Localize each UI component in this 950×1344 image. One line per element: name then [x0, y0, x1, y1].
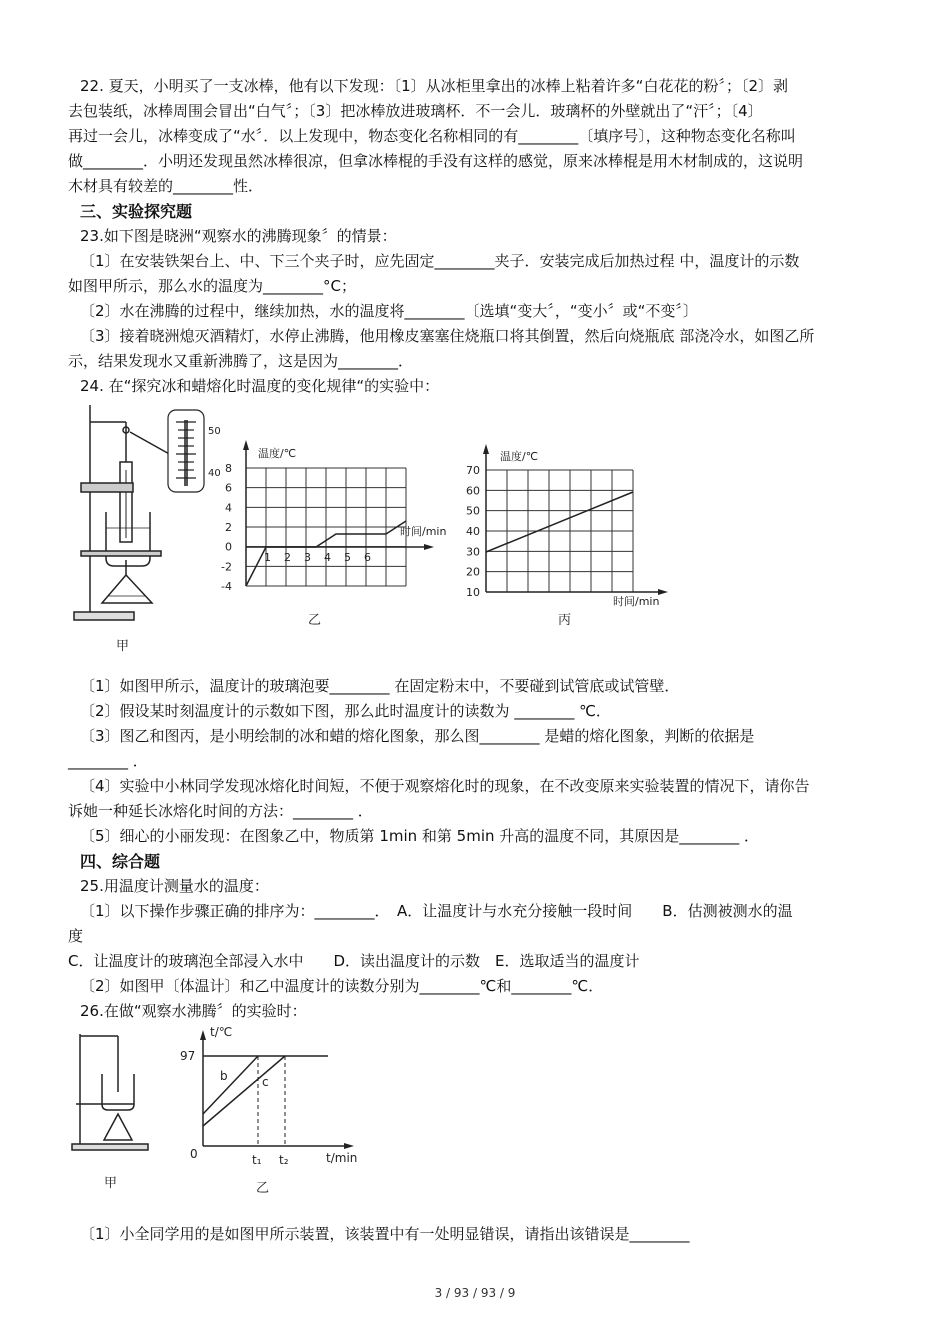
q26-line-1: 26.在做“观察水沸腾〞的实验时：	[80, 1002, 307, 1020]
yi-ytick: 8	[225, 462, 232, 475]
yi-xlabel: 时间/min	[400, 525, 447, 538]
yi-ytick: -2	[221, 560, 232, 574]
fig26-caption-jia: 甲	[104, 1176, 118, 1191]
q23-line-1: 23.如下图是晓洲“观察水的沸腾现象〞的情景：	[80, 227, 397, 245]
section-3-heading: 三、实验探究题	[80, 202, 193, 221]
q25-line-2: 〔1〕以下操作步骤正确的排序为：________． A．让温度计与水充分接触一段时间 B．估测被测水的温	[80, 902, 793, 920]
page-footer: 3 / 93 / 93 / 9	[434, 1286, 516, 1300]
fig26-origin: 0	[190, 1147, 198, 1161]
yi-xtick: 6	[364, 551, 371, 564]
fig26-xlabel: t/min	[326, 1151, 358, 1165]
fig26-y97: 97	[180, 1049, 196, 1063]
q24-s2: 〔2〕假设某时刻温度计的示数如下图，那么此时温度计的读数为 ________ ℃．	[80, 702, 611, 720]
q24-line-1: 24. 在“探究冰和蜡熔化时温度的变化规律“的实验中：	[80, 377, 440, 395]
fig26-ylabel: t/℃	[210, 1025, 233, 1039]
bing-ytick: 50	[466, 504, 480, 518]
yi-caption: 乙	[308, 613, 322, 628]
line-c	[203, 1056, 285, 1126]
figure-26	[68, 1022, 368, 1200]
yi-ytick: 0	[225, 540, 232, 554]
bing-ytick: 60	[466, 484, 480, 498]
bing-ytick: 10	[466, 585, 480, 599]
bing-ytick: 40	[466, 524, 480, 538]
q24-s4b: 诉她一种延长冰熔化时间的方法：________ ．	[68, 802, 373, 820]
bing-ytick: 30	[466, 545, 480, 559]
q24-s4a: 〔4〕实验中小林同学发现冰熔化时间短，不便于观察熔化时的现象，在不改变原来实验装置的情况下，请你告	[80, 777, 810, 795]
q24-s5: 〔5〕细心的小丽发现：在图象乙中，物质第 1min 和第 5min 升高的温度不同，其原因是________ ．	[80, 827, 760, 845]
q24-s3b: ________ ．	[68, 752, 148, 770]
figure-24	[68, 400, 688, 658]
q23-line-2: 〔1〕在安装铁架台上、中、下三个夹子时，应先固定________夹子．安装完成后加热过程 中，温度计的示数	[80, 252, 800, 270]
q25-line-3: 度	[68, 927, 84, 945]
fig26-t2: t₂	[279, 1153, 289, 1167]
q23-line-5: 〔3〕接着晓洲熄灭酒精灯，水停止沸腾，他用橡皮塞塞住烧瓶口将其倒置，然后向烧瓶底 部浇冷水，如图乙所	[80, 327, 815, 345]
q24-s3a: 〔3〕图乙和图丙，是小明绘制的冰和蜡的熔化图象，那么图________ 是蜡的熔化图象，判断的依据是	[80, 727, 755, 745]
apparatus-26-jia	[72, 1034, 148, 1150]
fig26-t1: t₁	[252, 1153, 262, 1167]
line-b	[203, 1056, 258, 1114]
yi-xtick: 3	[304, 551, 311, 564]
yi-ytick: 2	[225, 521, 232, 535]
yi-xtick: 5	[344, 551, 351, 564]
q23-line-4: 〔2〕水在沸腾的过程中，继续加热，水的温度将________〔选填“变大〞，“变小〞或“不变〞〕	[80, 302, 698, 320]
q25-line-1: 25.用温度计测量水的温度：	[80, 877, 269, 895]
bing-ylabel: 温度/℃	[500, 450, 539, 463]
bing-curve	[486, 492, 633, 552]
graph-yi	[221, 440, 446, 628]
q22-line-3: 再过一会儿，冰棒变成了“水〞．以上发现中，物态变化名称相同的有________〔填序号〕，这种物态变化名称叫	[68, 127, 796, 145]
q22-line-4: 做________．小明还发现虽然冰棒很凉，但拿冰棒棍的手没有这样的感觉，原来冰棒棍是用木材制成的，这说明	[68, 152, 804, 170]
yi-ylabel: 温度/℃	[258, 447, 297, 460]
apparatus-jia	[74, 405, 180, 620]
bing-xlabel: 时间/min	[613, 595, 660, 608]
yi-xtick: 2	[284, 551, 291, 564]
bing-ytick: 70	[466, 464, 480, 477]
yi-ytick: 6	[225, 481, 232, 495]
q22-line-2: 去包装纸，冰棒周围会冒出“白气〞；〔3〕把冰棒放进玻璃杯．不一会儿．玻璃杯的外壁就出了“汗〞；〔4〕	[68, 102, 763, 120]
thermo-tick-50: 50	[208, 426, 221, 437]
q22-line-1: 22. 夏天，小明买了一支冰棒，他有以下发现：〔1〕从冰柜里拿出的冰棒上粘着许多“白花花的粉〞；〔2〕剥	[80, 77, 788, 95]
q25-line-4: C．让温度计的玻璃泡全部浸入水中 D．读出温度计的示数 E．选取适当的温度计	[68, 952, 640, 970]
bing-caption: 丙	[558, 613, 572, 628]
q26-s1: 〔1〕小全同学用的是如图甲所示装置，该装置中有一处明显错误，请指出该错误是________	[80, 1225, 690, 1243]
q24-s1: 〔1〕如图甲所示，温度计的玻璃泡要________ 在固定粉末中，不要碰到试管底或试管壁．	[80, 677, 680, 695]
graph-bing	[466, 444, 668, 628]
q25-line-5: 〔2〕如图甲〔体温计〕和乙中温度计的读数分别为________℃和________℃．	[80, 977, 604, 995]
caption-jia: 甲	[116, 639, 130, 654]
bing-ytick: 20	[466, 565, 480, 579]
fig26-label-c: c	[262, 1075, 269, 1089]
fig26-label-b: b	[220, 1069, 228, 1083]
q22-line-5: 木材具有较差的________性．	[68, 177, 264, 195]
yi-ytick: -4	[221, 580, 232, 594]
yi-xtick: 4	[324, 551, 331, 564]
section-4-heading: 四、综合题	[80, 852, 161, 871]
thermo-tick-40: 40	[208, 468, 221, 479]
fig26-caption-yi: 乙	[256, 1181, 270, 1196]
thermometer-zoom	[168, 410, 204, 492]
q23-line-3: 如图甲所示，那么水的温度为________°C；	[68, 277, 356, 295]
q23-line-6: 示，结果发现水又重新沸腾了，这是因为________．	[68, 352, 414, 370]
yi-xtick: 1	[264, 551, 271, 564]
yi-ytick: 4	[225, 501, 232, 515]
